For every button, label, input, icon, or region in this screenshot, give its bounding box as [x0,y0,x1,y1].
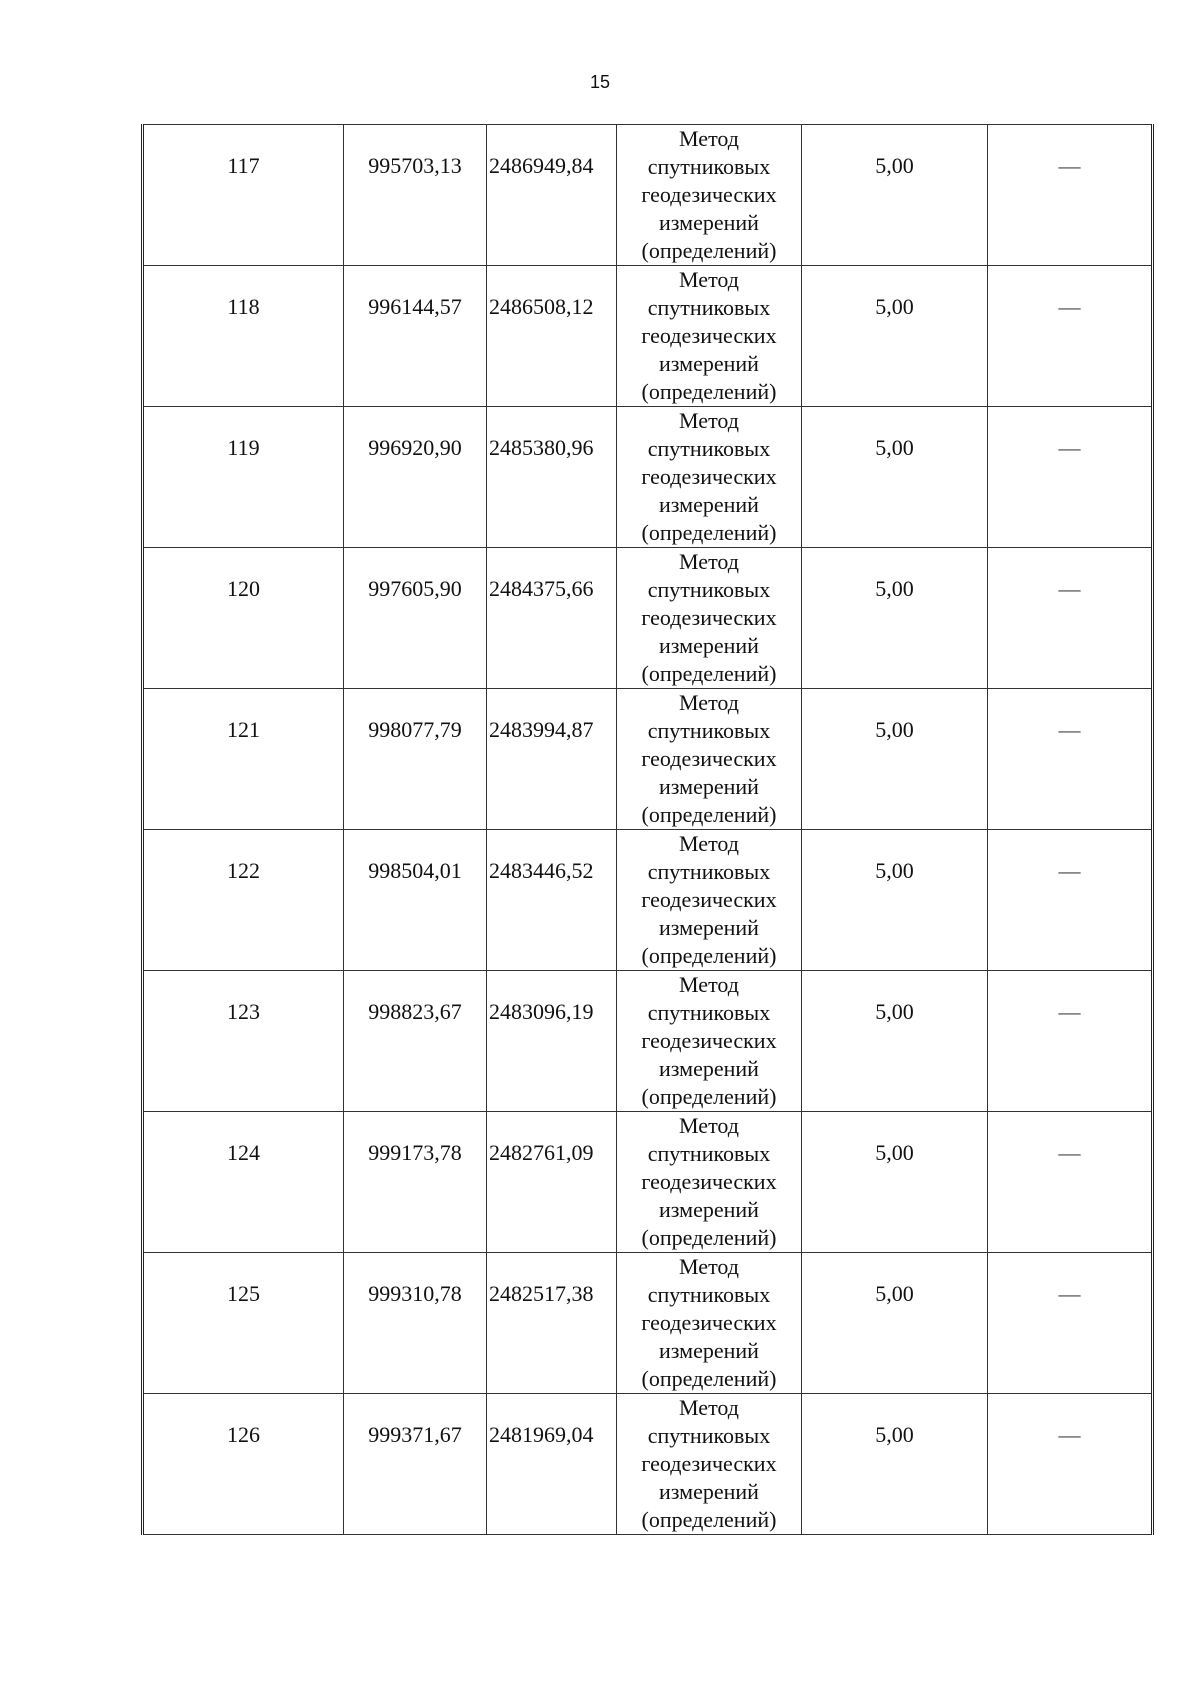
y-coordinate-cell: 2482517,38 [487,1253,617,1394]
x-coordinate-cell: 998077,79 [344,689,487,830]
y-coordinate-cell: 2483446,52 [487,830,617,971]
method-cell: Метод спутниковых геодезических измерений (определений) [617,971,802,1112]
method-cell: Метод спутниковых геодезических измерений (определений) [617,125,802,266]
table-row [143,407,1153,548]
table-row [143,830,1153,971]
note-cell: — [988,266,1153,407]
y-coordinate-cell: 2486949,84 [487,125,617,266]
table-body [143,125,1153,1535]
accuracy-cell: 5,00 [802,689,988,830]
table-row [143,689,1153,830]
point-number-cell: 117 [143,125,344,266]
accuracy-cell: 5,00 [802,125,988,266]
point-number-cell: 124 [143,1112,344,1253]
method-cell: Метод спутниковых геодезических измерений (определений) [617,1112,802,1253]
table-row [143,125,1153,266]
accuracy-cell: 5,00 [802,266,988,407]
accuracy-cell: 5,00 [802,971,988,1112]
coordinates-table [141,124,1154,1535]
y-coordinate-cell: 2485380,96 [487,407,617,548]
accuracy-cell: 5,00 [802,1394,988,1535]
y-coordinate-cell: 2481969,04 [487,1394,617,1535]
table-row [143,548,1153,689]
point-number-cell: 123 [143,971,344,1112]
method-cell: Метод спутниковых геодезических измерений (определений) [617,266,802,407]
method-cell: Метод спутниковых геодезических измерений (определений) [617,1394,802,1535]
y-coordinate-cell: 2482761,09 [487,1112,617,1253]
x-coordinate-cell: 996144,57 [344,266,487,407]
point-number-cell: 120 [143,548,344,689]
note-cell: — [988,548,1153,689]
point-number-cell: 118 [143,266,344,407]
method-cell: Метод спутниковых геодезических измерений (определений) [617,689,802,830]
accuracy-cell: 5,00 [802,548,988,689]
point-number-cell: 121 [143,689,344,830]
accuracy-cell: 5,00 [802,407,988,548]
note-cell: — [988,971,1153,1112]
page-number: 15 [589,72,611,92]
table-row [143,266,1153,407]
note-cell: — [988,1394,1153,1535]
x-coordinate-cell: 995703,13 [344,125,487,266]
note-cell: — [988,1112,1153,1253]
point-number-cell: 126 [143,1394,344,1535]
method-cell: Метод спутниковых геодезических измерений (определений) [617,830,802,971]
table-row [143,1394,1153,1535]
table-row [143,1253,1153,1394]
y-coordinate-cell: 2483994,87 [487,689,617,830]
table-row [143,971,1153,1112]
method-cell: Метод спутниковых геодезических измерений (определений) [617,548,802,689]
y-coordinate-cell: 2484375,66 [487,548,617,689]
accuracy-cell: 5,00 [802,1253,988,1394]
method-cell: Метод спутниковых геодезических измерений (определений) [617,407,802,548]
accuracy-cell: 5,00 [802,830,988,971]
method-cell: Метод спутниковых геодезических измерений (определений) [617,1253,802,1394]
x-coordinate-cell: 999173,78 [344,1112,487,1253]
x-coordinate-cell: 999310,78 [344,1253,487,1394]
point-number-cell: 122 [143,830,344,971]
table-row [143,1112,1153,1253]
note-cell: — [988,125,1153,266]
x-coordinate-cell: 999371,67 [344,1394,487,1535]
accuracy-cell: 5,00 [802,1112,988,1253]
point-number-cell: 125 [143,1253,344,1394]
note-cell: — [988,407,1153,548]
note-cell: — [988,689,1153,830]
note-cell: — [988,830,1153,971]
point-number-cell: 119 [143,407,344,548]
note-cell: — [988,1253,1153,1394]
x-coordinate-cell: 997605,90 [344,548,487,689]
y-coordinate-cell: 2486508,12 [487,266,617,407]
x-coordinate-cell: 996920,90 [344,407,487,548]
y-coordinate-cell: 2483096,19 [487,971,617,1112]
x-coordinate-cell: 998823,67 [344,971,487,1112]
x-coordinate-cell: 998504,01 [344,830,487,971]
